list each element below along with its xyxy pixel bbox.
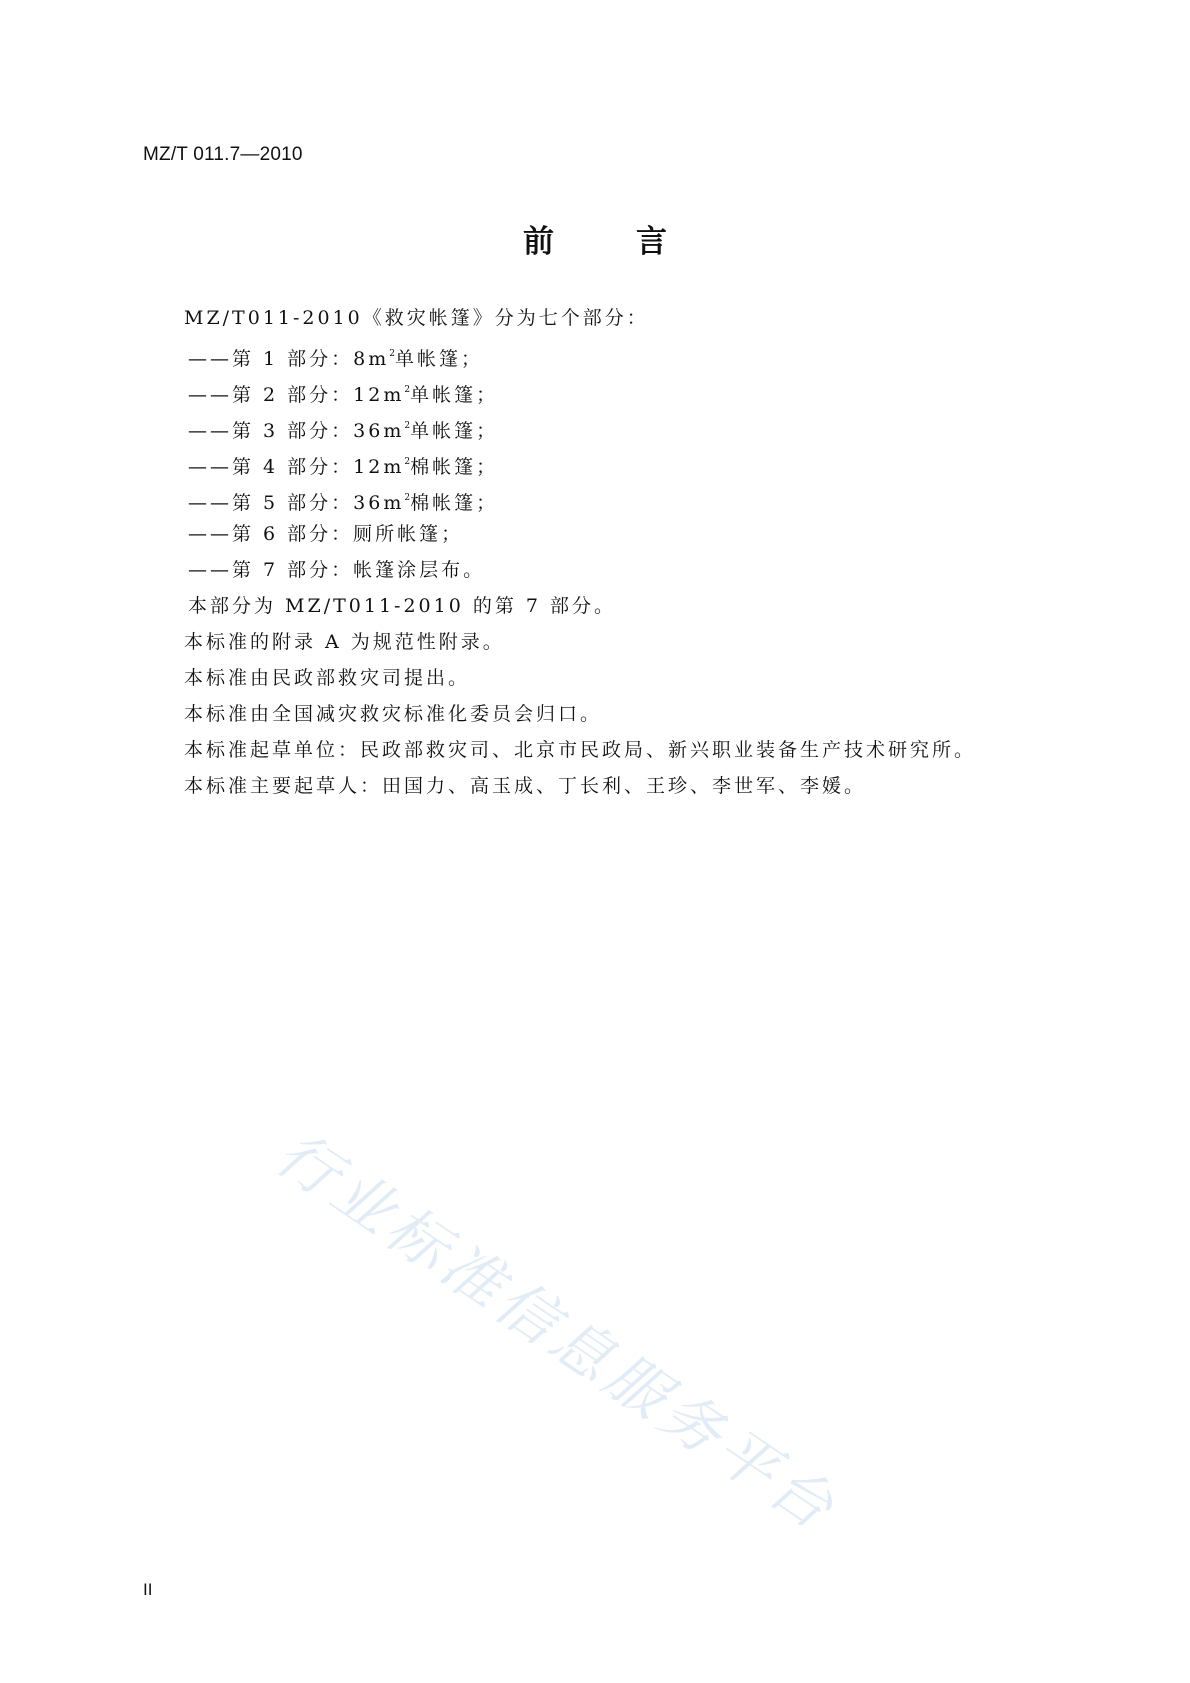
part-item-2	[184, 372, 1064, 408]
page-title	[0, 216, 1190, 261]
part-3-suffix: 单帐篷；	[410, 420, 499, 442]
intro-line: MZ/T011-2010《救灾帐篷》分为七个部分：	[184, 307, 649, 329]
statement-annex: 本标准的附录 A 为规范性附录。	[184, 631, 505, 653]
part-item-7: ——第 7 部分：帐篷涂层布。	[188, 559, 486, 581]
part-3-superscript: 2	[404, 421, 411, 431]
part-3-prefix: ——第 3 部分：36m	[188, 420, 405, 442]
part-4-superscript: 2	[404, 457, 411, 467]
part-item-1	[184, 336, 1064, 372]
part-4-prefix: ——第 4 部分：12m	[188, 456, 405, 478]
title-char-1: 前	[523, 224, 554, 260]
document-number: MZ/T 011.7—2010	[143, 144, 303, 165]
statement-part-of-standard: 本部分为 MZ/T011-2010 的第 7 部分。	[188, 595, 617, 617]
title-char-2: 言	[636, 224, 667, 260]
part-item-4	[184, 444, 1064, 480]
page-number: II	[143, 1580, 153, 1599]
part-2-suffix: 单帐篷；	[410, 384, 499, 406]
part-5-superscript: 2	[404, 493, 411, 503]
part-5-suffix: 棉帐篷；	[410, 492, 499, 514]
part-2-superscript: 2	[404, 385, 411, 395]
part-5-prefix: ——第 5 部分：36m	[188, 492, 405, 514]
part-item-5	[184, 480, 1064, 516]
statement-drafters: 本标准主要起草人：田国力、高玉成、丁长利、王珍、李世军、李媛。	[184, 775, 867, 797]
part-1-suffix: 单帐篷；	[395, 348, 484, 370]
part-2-prefix: ——第 2 部分：12m	[188, 384, 405, 406]
part-1-superscript: 2	[389, 349, 396, 359]
foreword-body	[184, 300, 1064, 804]
statement-centralized-by: 本标准由全国减灾救灾标准化委员会归口。	[184, 703, 603, 725]
watermark-text: 行业标准信息服务平台	[263, 1118, 850, 1546]
part-item-6: ——第 6 部分：厕所帐篷；	[188, 523, 464, 545]
statement-proposed-by: 本标准由民政部救灾司提出。	[184, 667, 471, 689]
part-1-prefix: ——第 1 部分：8m	[188, 348, 390, 370]
statement-drafting-units: 本标准起草单位：民政部救灾司、北京市民政局、新兴职业装备生产技术研究所。	[184, 739, 977, 761]
part-4-suffix: 棉帐篷；	[410, 456, 499, 478]
part-item-3	[184, 408, 1064, 444]
